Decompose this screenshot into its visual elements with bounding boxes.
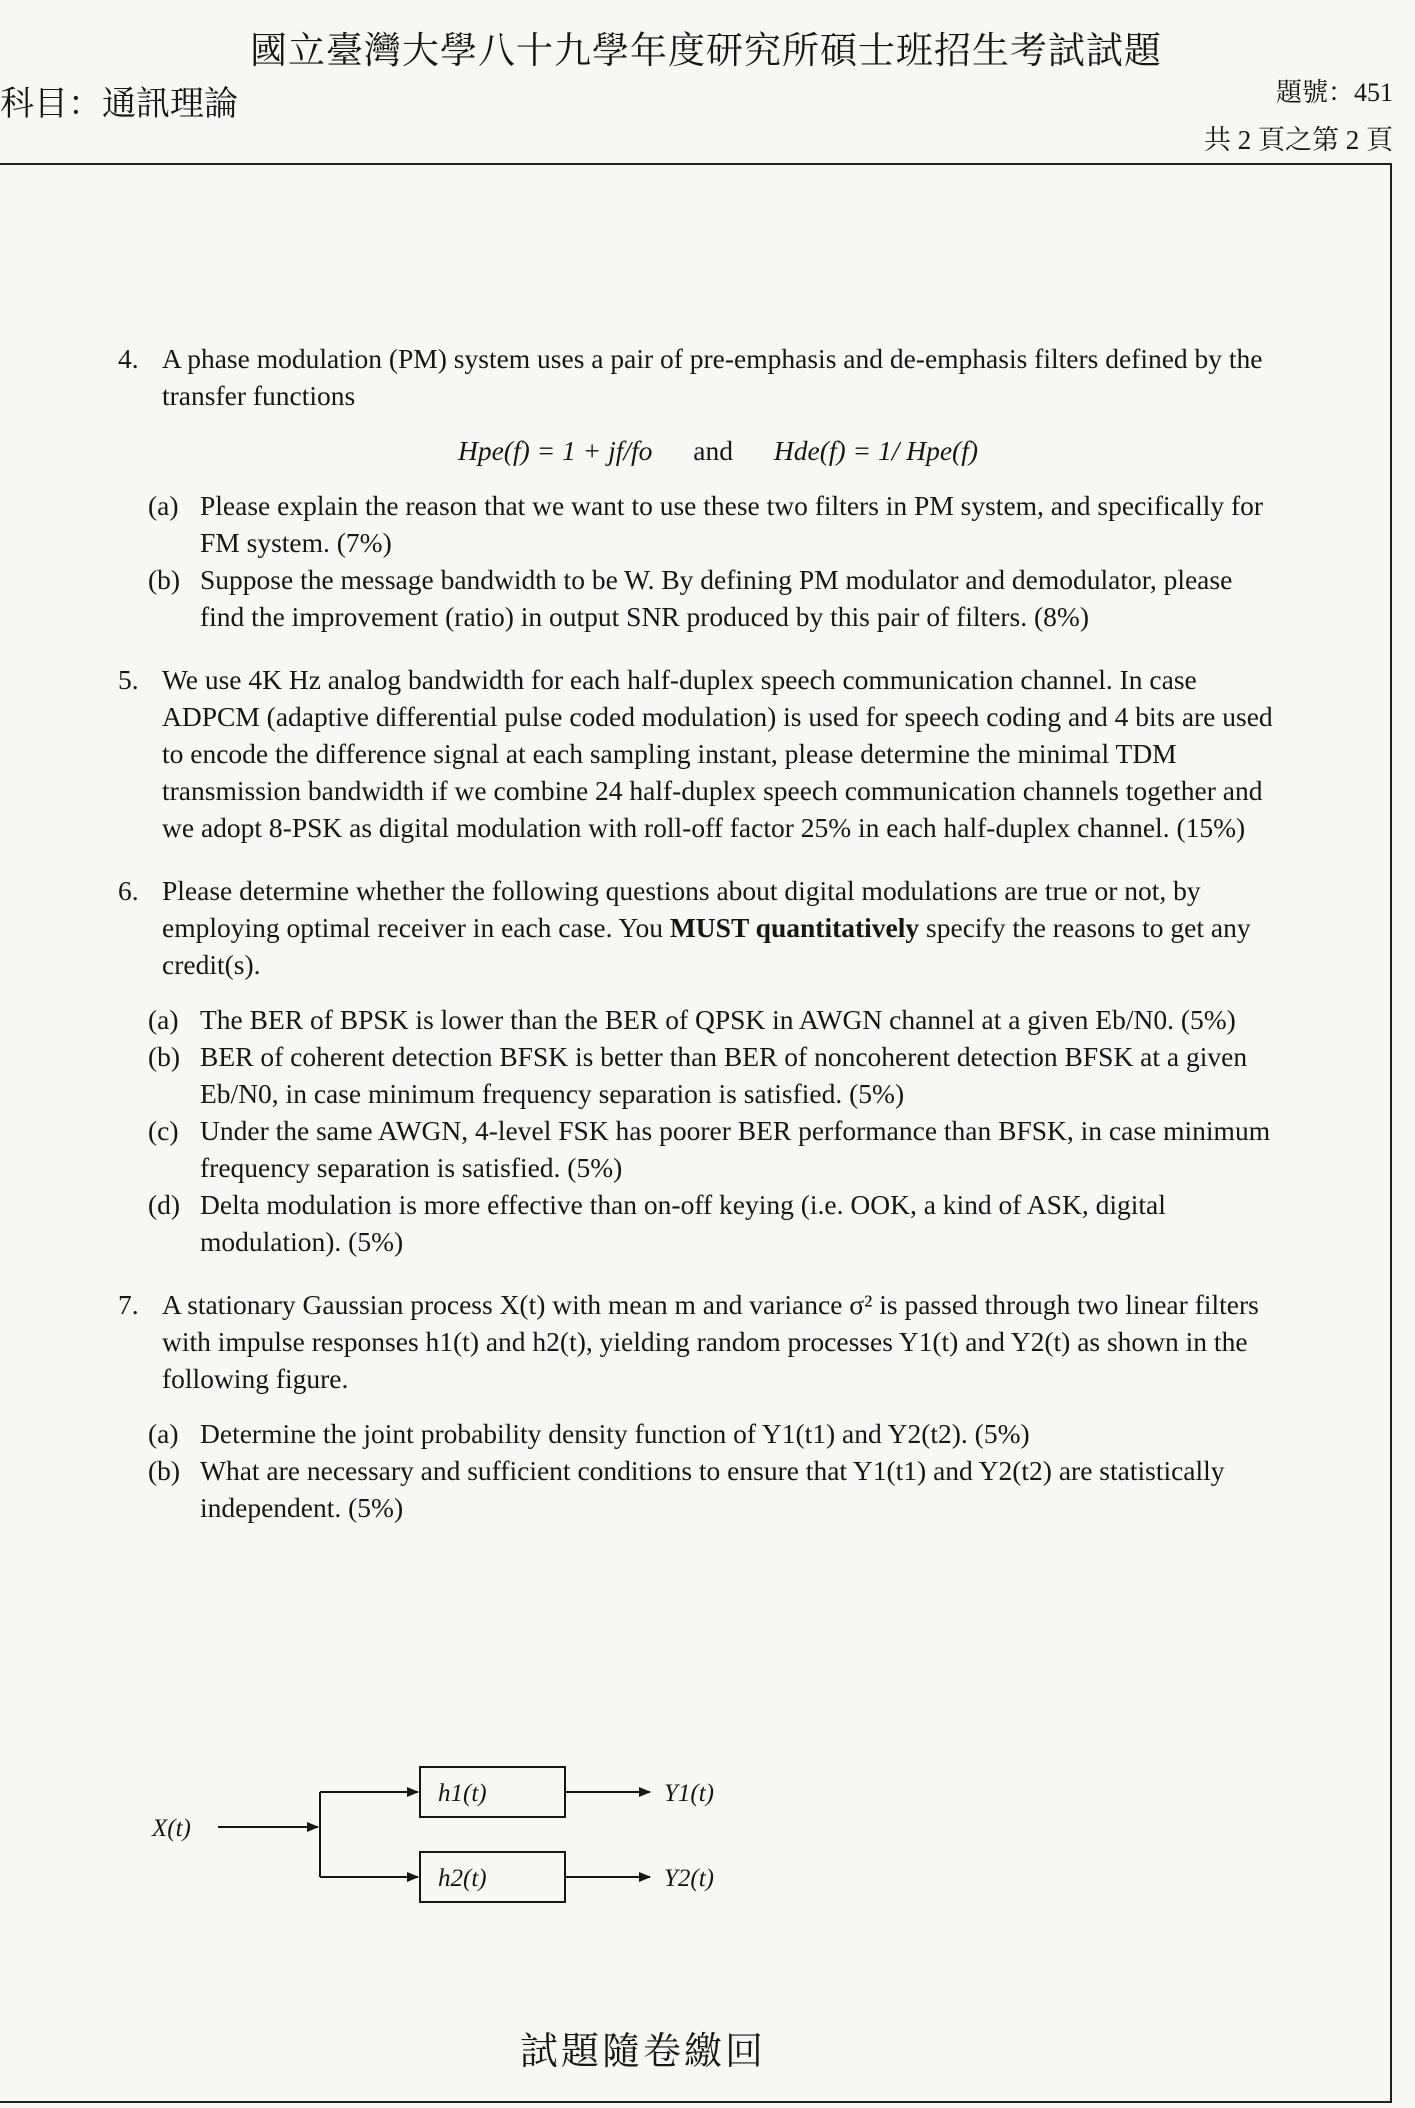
question-6	[118, 872, 1278, 983]
question-6c-label: (c)	[148, 1115, 179, 1146]
question-4a	[118, 487, 1278, 561]
formula-pre-emphasis: Hpe(f) = 1 + jf/fo	[457, 435, 653, 466]
diagram-input-label: X(t)	[152, 1815, 191, 1842]
diagram-filter-2-label: h2(t)	[438, 1865, 487, 1892]
question-6a-text: The BER of BPSK is lower than the BER of QPSK in AWGN channel at a given Eb/N0. (5%)	[200, 1004, 1236, 1035]
question-6-text-before: Please determine whether the following questions about digital modulations are true or not, by employing optimal receiver in each case. You	[162, 875, 1201, 943]
question-6d-label: (d)	[148, 1189, 181, 1220]
question-6-emphasis: MUST quantitatively	[669, 912, 920, 943]
question-7-number: 7.	[118, 1289, 139, 1320]
footer-note: 試題隨卷繳回	[520, 2031, 767, 2073]
question-7	[118, 1286, 1278, 1397]
diagram-filter-1-label: h1(t)	[438, 1780, 487, 1807]
page-info: 共 2 頁之第 2 頁	[1204, 125, 1393, 155]
question-4b-text: Suppose the message bandwidth to be W. By defining PM modulator and demodulator, please find the improvement (ratio) in output SNR produced by this pair of filters. (8%)	[200, 564, 1233, 632]
university-title: 國立臺灣大學八十九學年度研究所碩士班招生考試試題	[250, 31, 1162, 72]
formula-and: and	[693, 435, 734, 466]
question-7b-label: (b)	[148, 1455, 181, 1486]
question-6b-text: BER of coherent detection BFSK is better than BER of noncoherent detection BFSK at a given Eb/N0, in case minimum frequency separation is satisfied. (5%)	[200, 1041, 1248, 1109]
diagram-output-2-label: Y2(t)	[664, 1865, 714, 1892]
question-6-number: 6.	[118, 875, 139, 906]
question-4a-label: (a)	[148, 490, 179, 521]
question-7b-text: What are necessary and sufficient conditions to ensure that Y1(t1) and Y2(t2) are statistically independent. (5%)	[200, 1455, 1225, 1523]
question-4b	[118, 561, 1278, 635]
diagram-output-1-label: Y1(t)	[664, 1780, 714, 1807]
question-7a-label: (a)	[148, 1418, 179, 1449]
question-4-formula	[118, 432, 1278, 469]
question-6a	[118, 1001, 1278, 1038]
question-5	[118, 661, 1278, 846]
question-4a-text: Please explain the reason that we want to use these two filters in PM system, and specifically for FM system. (7%)	[200, 490, 1264, 558]
question-6d	[118, 1186, 1278, 1260]
question-6b	[118, 1038, 1278, 1112]
question-6-text-after: specify the reasons to get any credit(s).	[162, 912, 1251, 980]
question-6c-text: Under the same AWGN, 4-level FSK has poorer BER performance than BFSK, in case minimum frequency separation is satisfied. (5%)	[200, 1115, 1271, 1183]
question-6b-label: (b)	[148, 1041, 181, 1072]
question-7-text: A stationary Gaussian process X(t) with mean m and variance σ² is passed through two linear filters with impulse responses h1(t) and h2(t), yielding random processes Y1(t) and Y2(t) as shown in the following figure.	[162, 1289, 1259, 1394]
formula-de-emphasis: Hde(f) = 1/ Hpe(f)	[773, 435, 979, 466]
question-5-text: We use 4K Hz analog bandwidth for each half-duplex speech communication channel. In case ADPCM (adaptive differential pulse coded modulation) is used for speech coding and 4 bits are used to encode the difference signal at each sampling instant, please determine the minimal TDM transmission bandwidth if we combine 24 half-duplex speech communication channels together and we adopt 8-PSK as digital modulation with roll-off factor 25% in each half-duplex channel. (15%)	[162, 664, 1273, 843]
question-4-text: A phase modulation (PM) system uses a pair of pre-emphasis and de-emphasis filters defined by the transfer functions	[162, 343, 1263, 411]
exam-content	[118, 340, 1278, 1526]
question-7a-text: Determine the joint probability density function of Y1(t1) and Y2(t2). (5%)	[200, 1418, 1030, 1449]
question-4-number: 4.	[118, 343, 139, 374]
question-6d-text: Delta modulation is more effective than on-off keying (i.e. OOK, a kind of ASK, digital modulation). (5%)	[200, 1189, 1166, 1257]
question-code: 題號：451	[1275, 78, 1393, 107]
question-4	[118, 340, 1278, 414]
question-5-number: 5.	[118, 664, 139, 695]
question-6c	[118, 1112, 1278, 1186]
subject-label: 科目：通訊理論	[0, 86, 238, 123]
question-7b	[118, 1452, 1278, 1526]
question-4b-label: (b)	[148, 564, 181, 595]
question-6a-label: (a)	[148, 1004, 179, 1035]
question-7a	[118, 1415, 1278, 1452]
filter-block-diagram	[140, 1745, 780, 1905]
